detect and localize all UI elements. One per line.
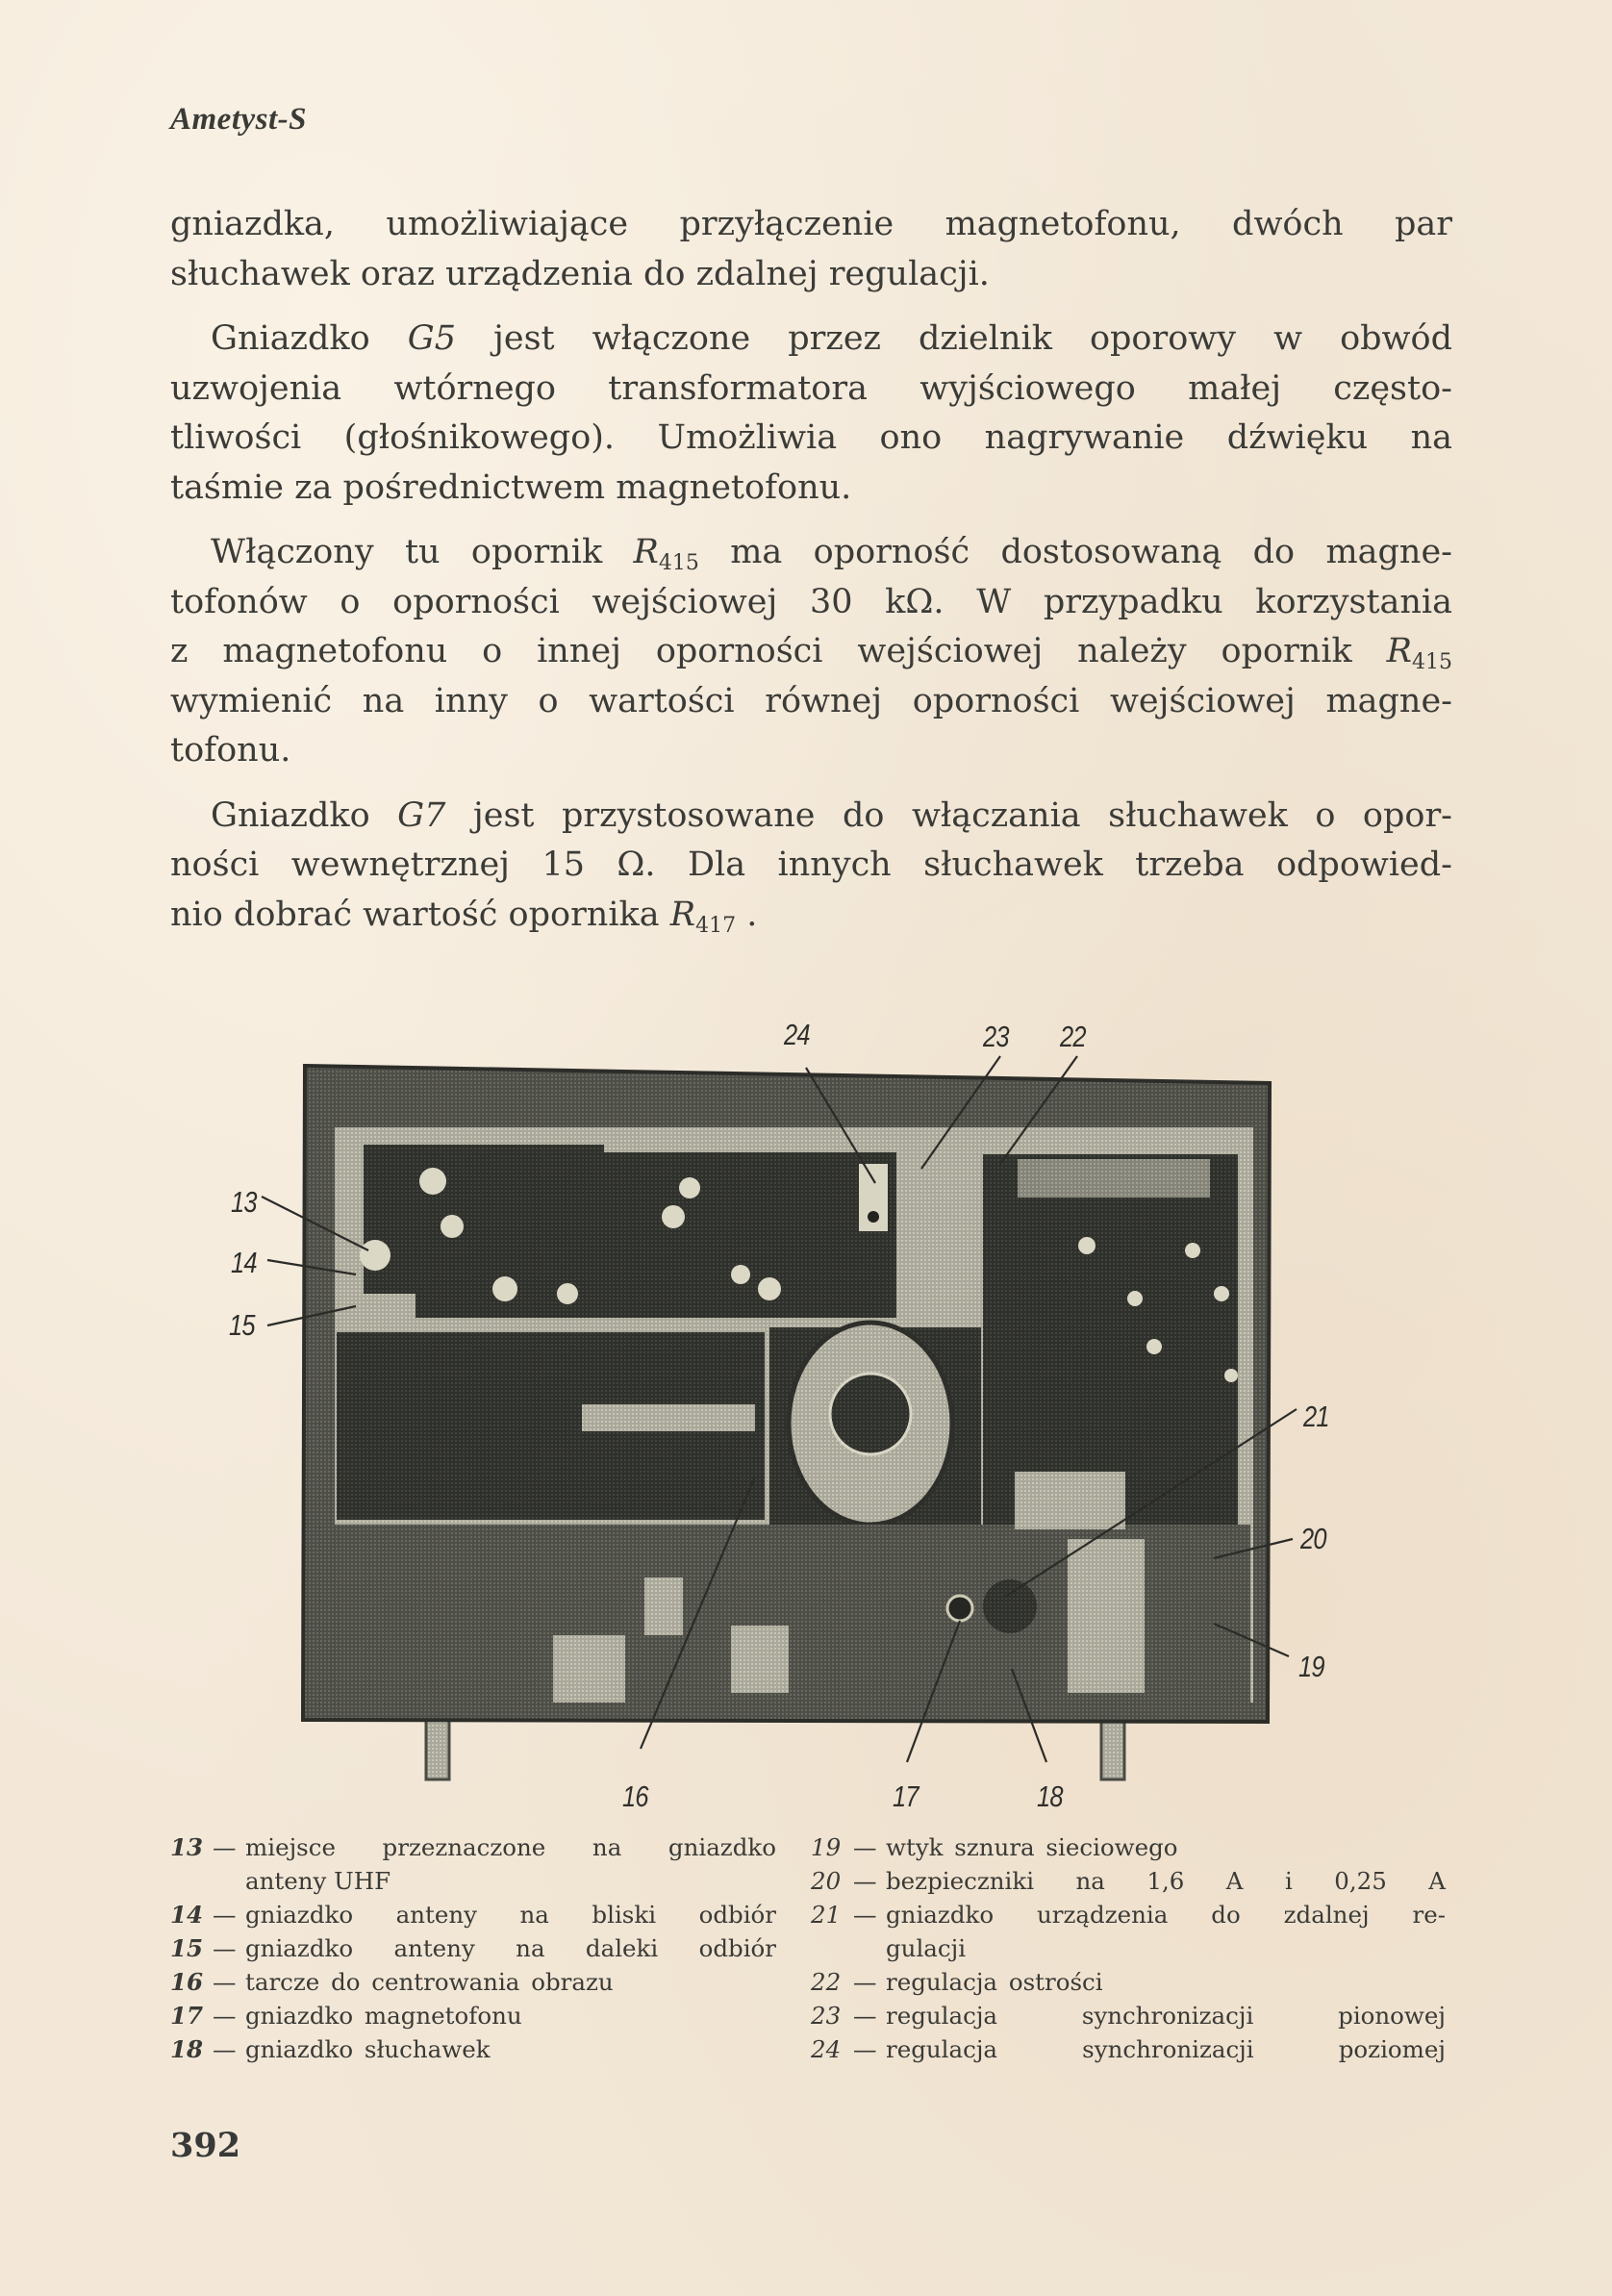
subscript: 417: [695, 913, 737, 938]
body-text: [170, 200, 1452, 955]
legend-text: gniazdko anteny na daleki odbiór: [245, 1934, 776, 1962]
text-line: [170, 792, 1452, 842]
callout-24: 24: [784, 1018, 810, 1051]
callout-16: 16: [622, 1779, 648, 1813]
leader-16: [641, 1476, 755, 1749]
circuit-board-lower: [332, 1525, 1250, 1707]
legend-dash: —: [213, 1901, 237, 1929]
legend-number: 20: [811, 1867, 842, 1895]
text-line: tofonu.: [170, 731, 291, 770]
legend-number: 13: [170, 1833, 204, 1861]
legend-item-13: [170, 1830, 776, 1864]
text-line: gniazdka, umożliwiające przyłączenie magnetofonu, dwóch par: [170, 205, 1452, 243]
text-line: tliwości (głośnikowego). Umożliwia ono nagrywanie dźwięku na: [170, 418, 1452, 457]
text-line: [170, 627, 1452, 677]
callout-18: 18: [1037, 1779, 1063, 1813]
leader-23: [921, 1056, 1000, 1169]
legend-item-16: [170, 1965, 776, 1999]
legend-number: 24: [811, 2035, 842, 2063]
callout-19: 19: [1298, 1650, 1324, 1683]
legend-text: regulacja synchronizacji poziomej: [886, 2035, 1446, 2063]
paragraph-1: [170, 200, 1452, 299]
legend-text: tarcze do centrowania obrazu: [245, 1968, 614, 1996]
text-run: jest włączone przez dzielnik oporowy w obwód: [455, 319, 1452, 358]
legend-number: 21: [811, 1901, 842, 1929]
circuit-board-upper-right: [983, 1154, 1238, 1525]
legend-text: gniazdko urządzenia do zdalnej re-: [886, 1901, 1446, 1929]
legend-text: gniazdko słuchawek: [245, 2035, 491, 2063]
subscript: 415: [658, 551, 699, 575]
legend-item-18: [170, 2032, 776, 2066]
picture-tube-neck: [789, 1323, 952, 1525]
legend-right-column: [811, 1830, 1446, 2066]
legend-left-column: [170, 1830, 776, 2066]
legend-item-19: [811, 1830, 1446, 1864]
callout-14: 14: [231, 1246, 257, 1279]
text-line: uzwojenia wtórnego transformatora wyjściowego małej często-: [170, 368, 1452, 408]
page-number: 392: [170, 2126, 241, 2165]
callout-leader-lines: [262, 1056, 1297, 1762]
text-run: Gniazdko: [211, 795, 398, 835]
text-line: wymienić na inny o wartości równej oporności wejściowej magne-: [170, 681, 1452, 720]
legend-text: regulacja synchronizacji pionowej: [886, 2002, 1446, 2030]
fuse-holder: [983, 1579, 1037, 1633]
text-run: Włączony tu opornik: [211, 533, 634, 571]
leader-22: [1000, 1056, 1077, 1164]
text-run: .: [736, 895, 758, 934]
legend-dash: —: [213, 2035, 237, 2063]
socket-magnetofon: [947, 1596, 972, 1621]
legend-dash: —: [213, 1934, 237, 1962]
leader-14: [267, 1260, 356, 1274]
text-line: [170, 528, 1452, 578]
legend-item-21: [811, 1898, 1446, 1931]
legend-number: 22: [811, 1968, 842, 1996]
legend-number: 19: [811, 1833, 842, 1861]
legend-continuation: gulacji: [886, 1934, 967, 1962]
text-run: jest przystosowane do włączania słuchawek o opor-: [445, 795, 1453, 835]
component-block: [553, 1635, 625, 1703]
legend-text: regulacja ostrości: [886, 1968, 1103, 1996]
legend-number: 15: [170, 1934, 204, 1962]
circuit-board-upper-left: [364, 1145, 604, 1294]
legend-dash: —: [213, 1968, 237, 1996]
paragraph-4: [170, 792, 1452, 941]
legend-number: 18: [170, 2035, 204, 2063]
deflection-yoke: [830, 1374, 911, 1454]
leader-24: [806, 1068, 875, 1183]
circuit-board-upper-middle: [416, 1152, 896, 1318]
text-line: [170, 891, 1452, 941]
legend-item-14: [170, 1898, 776, 1931]
text-run: nio dobrać wartość opornika: [170, 895, 670, 934]
shield-plate: [1018, 1159, 1210, 1198]
text-line: taśmie za pośrednictwem magnetofonu.: [170, 467, 852, 507]
legend-text: miejsce przeznaczone na gniazdko: [245, 1833, 776, 1861]
leader-13: [262, 1197, 368, 1250]
callout-23: 23: [983, 1020, 1009, 1053]
legend-dash: —: [853, 1833, 877, 1861]
running-head: Ametyst-S: [170, 102, 307, 137]
legend-dash: —: [213, 1833, 237, 1861]
callout-21: 21: [1303, 1400, 1329, 1433]
control-bracket: [859, 1164, 888, 1231]
legend-dash: —: [853, 2002, 877, 2030]
text-run: z magnetofonu o innej oporności wejściowej należy opornik: [170, 632, 1387, 670]
legend-dash: —: [853, 1867, 877, 1895]
mains-transformer: [1015, 1472, 1125, 1529]
text-line: tofonów o oporności wejściowej 30 kΩ. W przypadku korzystania: [170, 582, 1452, 621]
chassis-frame: [303, 1066, 1270, 1722]
symbol-r: R: [669, 895, 696, 934]
text-run: Gniazdko: [211, 319, 408, 358]
tube-bay: [769, 1327, 981, 1529]
legend-text: gniazdko anteny na bliski odbiór: [245, 1901, 776, 1929]
legend-dash: —: [853, 1968, 877, 1996]
legend-continuation: anteny UHF: [245, 1867, 391, 1895]
legend-text: wtyk sznura sieciowego: [886, 1833, 1178, 1861]
legend-item-20: [811, 1864, 1446, 1898]
legend-number: 16: [170, 1968, 204, 1996]
leader-21: [1005, 1409, 1297, 1597]
chassis-foot-right: [1101, 1712, 1124, 1779]
callout-13: 13: [231, 1185, 257, 1219]
legend-item-17: [170, 1999, 776, 2032]
symbol-g7: G7: [397, 795, 446, 835]
callout-22: 22: [1060, 1020, 1086, 1053]
leader-15: [267, 1306, 356, 1325]
leader-17: [907, 1621, 960, 1762]
legend-text: bezpieczniki na 1,6 A i 0,25 A: [886, 1867, 1446, 1895]
symbol-g5: G5: [407, 319, 456, 358]
legend-dash: —: [213, 2002, 237, 2030]
legend-text: gniazdko magnetofonu: [245, 2002, 522, 2030]
text-line: słuchawek oraz urządzenia do zdalnej regulacji.: [170, 254, 990, 293]
legend-item-24: [811, 2032, 1446, 2066]
tube-support-bar: [582, 1404, 755, 1431]
callout-17: 17: [893, 1779, 919, 1813]
legend-item-15: [170, 1931, 776, 1965]
chassis-foot-left: [426, 1712, 449, 1779]
legend-number: 23: [811, 2002, 842, 2030]
leader-18: [1012, 1669, 1046, 1762]
subscript: 415: [1412, 650, 1452, 674]
text-line: ności wewnętrznej 15 Ω. Dla innych słuchawek trzeba odpowied-: [170, 845, 1452, 884]
component-block: [731, 1626, 789, 1693]
paragraph-2: [170, 315, 1452, 513]
leader-19: [1214, 1624, 1289, 1656]
paragraph-3: [170, 528, 1452, 776]
legend-item-23: [811, 1999, 1446, 2032]
component-block: [644, 1577, 683, 1635]
leader-20: [1214, 1539, 1293, 1558]
legend-dash: —: [853, 1901, 877, 1929]
legend-item-22: [811, 1965, 1446, 1999]
legend-number: 17: [170, 2002, 204, 2030]
circuit-board-lower-left: [337, 1332, 765, 1520]
text-run: ma oporność dostosowaną do magne-: [698, 533, 1453, 571]
capacitors: [360, 1168, 1238, 1382]
symbol-r: R: [1386, 632, 1412, 670]
control-knob: [868, 1211, 879, 1223]
component-block: [1068, 1539, 1145, 1693]
callout-20: 20: [1300, 1522, 1326, 1555]
chassis-rail: [335, 1127, 1253, 1703]
symbol-r: R: [633, 533, 659, 571]
legend-dash: —: [853, 2035, 877, 2063]
callout-15: 15: [229, 1308, 255, 1342]
legend-number: 14: [170, 1901, 204, 1929]
text-line: [170, 315, 1452, 365]
